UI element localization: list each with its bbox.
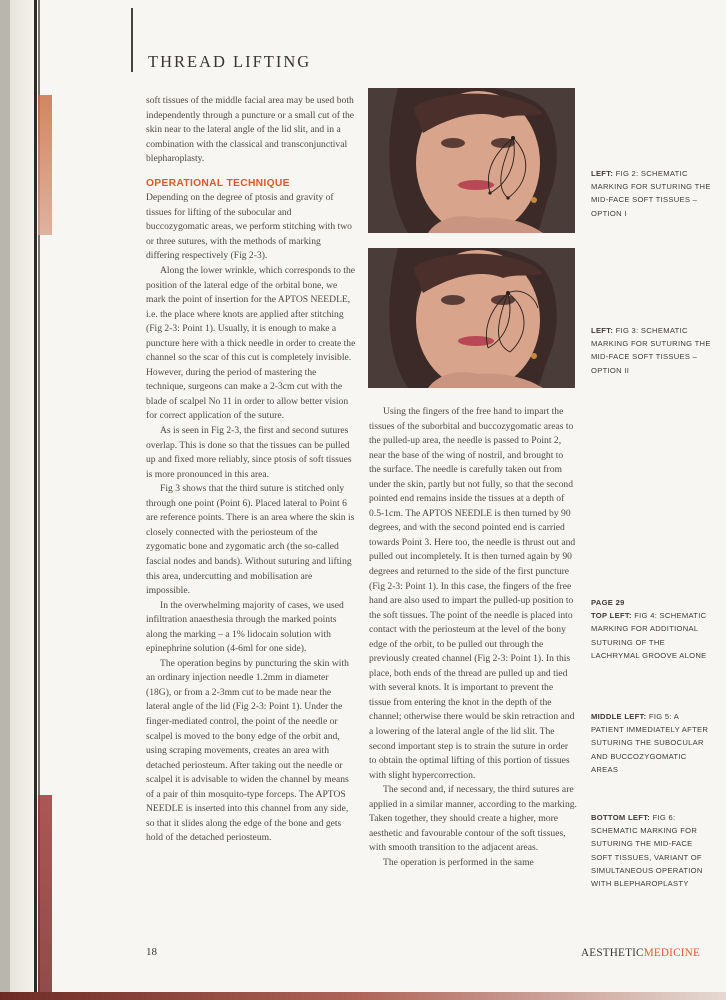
caption-text: FIG 5: A PATIENT IMMEDIATELY AFTER SUTURING THE SUBOCULAR AND BUCCOZYGOMATIC AREAS bbox=[591, 712, 709, 774]
page-bottom-edge bbox=[0, 992, 726, 1000]
section-heading: OPERATIONAL TECHNIQUE bbox=[146, 177, 290, 189]
caption-label: LEFT: bbox=[591, 326, 614, 335]
paragraph: Along the lower wrinkle, which corresponds to the position of the lateral edge of the orbital bone, we mark the point of insertion for the APTOS NEEDLE, i.e. the place where knots are applied after stitching (Fig 2-3: Point 1). Usually, it is enough to make a puncture here with a thick needle in order to create the channel so the scar of this cut is completely invisible. However, during the period of mastering the technique, surgeons can make a 2-3cm cut with the blade of scalpel No 11 in order to allow better vision for correct application of the suture. bbox=[146, 265, 356, 422]
facing-page-edge-top bbox=[38, 95, 52, 235]
binding-shadow bbox=[0, 0, 10, 1000]
caption-fig-2 bbox=[591, 167, 711, 220]
caption-fig-5 bbox=[591, 710, 711, 776]
caption-label: MIDDLE LEFT: bbox=[591, 712, 647, 721]
caption-page-ref: PAGE 29 bbox=[591, 598, 625, 607]
page-title: THREAD LIFTING bbox=[148, 52, 312, 71]
patient-face-illustration bbox=[368, 88, 575, 233]
caption-text: FIG 4: SCHEMATIC MARKING FOR ADDITIONAL SUTURING OF THE LACHRYMAL GROOVE ALONE bbox=[591, 611, 707, 660]
paragraph: Fig 3 shows that the third suture is stitched only through one point (Point 6). Placed lateral to Point 6 are reference points. There is an area where the skin is closely connected with the periosteum of the zygomatic bone and zygomatic arch (the so-called fascial nodes and bands). Without suturing and lifting this area, undercutting and mobilisation are impossible. bbox=[146, 483, 355, 597]
caption-label: BOTTOM LEFT: bbox=[591, 813, 651, 822]
binding-line bbox=[34, 0, 37, 1000]
magazine-brand bbox=[581, 947, 700, 959]
paragraph: In the overwhelming majority of cases, we used infiltration anaesthesia through the marked points along the marking – a 1% lidocain solution with epinephrine solution (4-6ml for one side). bbox=[146, 599, 344, 655]
paragraph: The operation is performed in the same bbox=[383, 856, 534, 868]
binding-band bbox=[10, 0, 34, 1000]
caption-label: TOP LEFT: bbox=[591, 611, 632, 621]
text-column-left bbox=[146, 94, 356, 846]
brand-main: AESTHETIC bbox=[581, 947, 644, 959]
paragraph: As is seen in Fig 2-3, the first and second sutures overlap. This is done so that the tissues can be pulled up and fixed more reliably, since ptosis of soft tissues is more pronounced in this area. bbox=[146, 425, 352, 480]
caption-text: FIG 2: SCHEMATIC MARKING FOR SUTURING THE MID-FACE SOFT TISSUES – OPTION I bbox=[591, 169, 711, 218]
paragraph: The second and, if necessary, the third sutures are applied in a similar manner, according to the marking. Taken together, they should create a higher, more aesthetic and favourable contour of the soft tissues, with smooth transition to the adjacent areas. bbox=[369, 784, 577, 854]
caption-text: FIG 6: SCHEMATIC MARKING FOR SUTURING THE MID-FACE SOFT TISSUES, VARIANT OF SIMULTANEOUS OPERATION WITH BLEPHAROPLASTY bbox=[591, 813, 703, 889]
page-number: 18 bbox=[146, 946, 157, 958]
caption-fig-6 bbox=[591, 811, 711, 890]
text-column-right bbox=[369, 405, 577, 871]
caption-fig-3 bbox=[591, 324, 711, 377]
brand-accent: MEDICINE bbox=[643, 947, 700, 959]
figure-3-photo bbox=[368, 248, 575, 388]
paragraph: The operation begins by puncturing the skin with an ordinary injection needle 1.2mm in diameter (18G), or from a 2-3mm cut to be made near the lateral angle of the lid (Fig 2-3: Point 1). Under the finger-mediated control, the point of the needle or scalpel is moved to the bony edge of the orbit and, using scraping movements, creates an area with detached periosteum. After taking out the needle or scalpel it is advisable to widen the channel by means of a pair of thin mosquito-type forceps. The APTOS NEEDLE is inserted into this channel from any side, so that it slides along the edge of the bone and gets hold of the detached periosteum. bbox=[146, 657, 349, 844]
caption-label: LEFT: bbox=[591, 169, 614, 178]
figure-2-photo bbox=[368, 88, 575, 233]
header-rule bbox=[131, 8, 133, 72]
paragraph: Using the fingers of the free hand to impart the tissues of the suborbital and buccozygomatic areas to the pulled-up area, the needle is passed to Point 2, near the base of the wing of nostril, and brought to the surface. The needle is carefully taken out from under the skin, partly but not fully, so that the second pointed end remains inside the tissues at a depth of 0.5-1cm. The APTOS NEEDLE is then turned by 90 degrees, and with the second pointed end is carried towards Point 3. Here too, the needle is thrust out and pulled out incompletely. It is then turned again by 90 degrees and returned to the side of the first puncture (Fig 2-3: Point 1). In this case, the fingers of the free hand are also used to impart the pulled-up position to the soft tissues. The point of the needle is placed into contact with the periosteum at the level of the bony edge of the orbit, to be pulled out through the previously created channel (Fig 2-3: Point 1). In this place, both ends of the thread are pulled up and tied with several knots. It is important to prevent the tissue from entering the knot in the depth of the channel; otherwise there would be skin retraction and a lowering of the lateral angle of the lid slit. The second important step is to strain the suture in order to obtain the optimal lifting of this portion of tissues with slight hypercorrection. bbox=[369, 406, 576, 781]
paragraph: Depending on the degree of ptosis and gravity of tissues for lifting of the subocular and buccozygomatic areas, we perform stitching with two or three sutures, with the methods of marking differing respectively (Fig 2-3). bbox=[146, 192, 352, 262]
caption-fig-4 bbox=[591, 596, 711, 662]
paragraph-intro: soft tissues of the middle facial area may be used both independently through a puncture or a small cut of the skin near to the lateral angle of the lid slit, and in a combination with the classical and transconjunctival blepharoplasty. bbox=[146, 95, 355, 165]
facing-page-edge-bottom bbox=[38, 795, 52, 995]
patient-face-illustration bbox=[368, 248, 575, 388]
caption-text: FIG 3: SCHEMATIC MARKING FOR SUTURING THE MID-FACE SOFT TISSUES – OPTION II bbox=[591, 326, 711, 375]
